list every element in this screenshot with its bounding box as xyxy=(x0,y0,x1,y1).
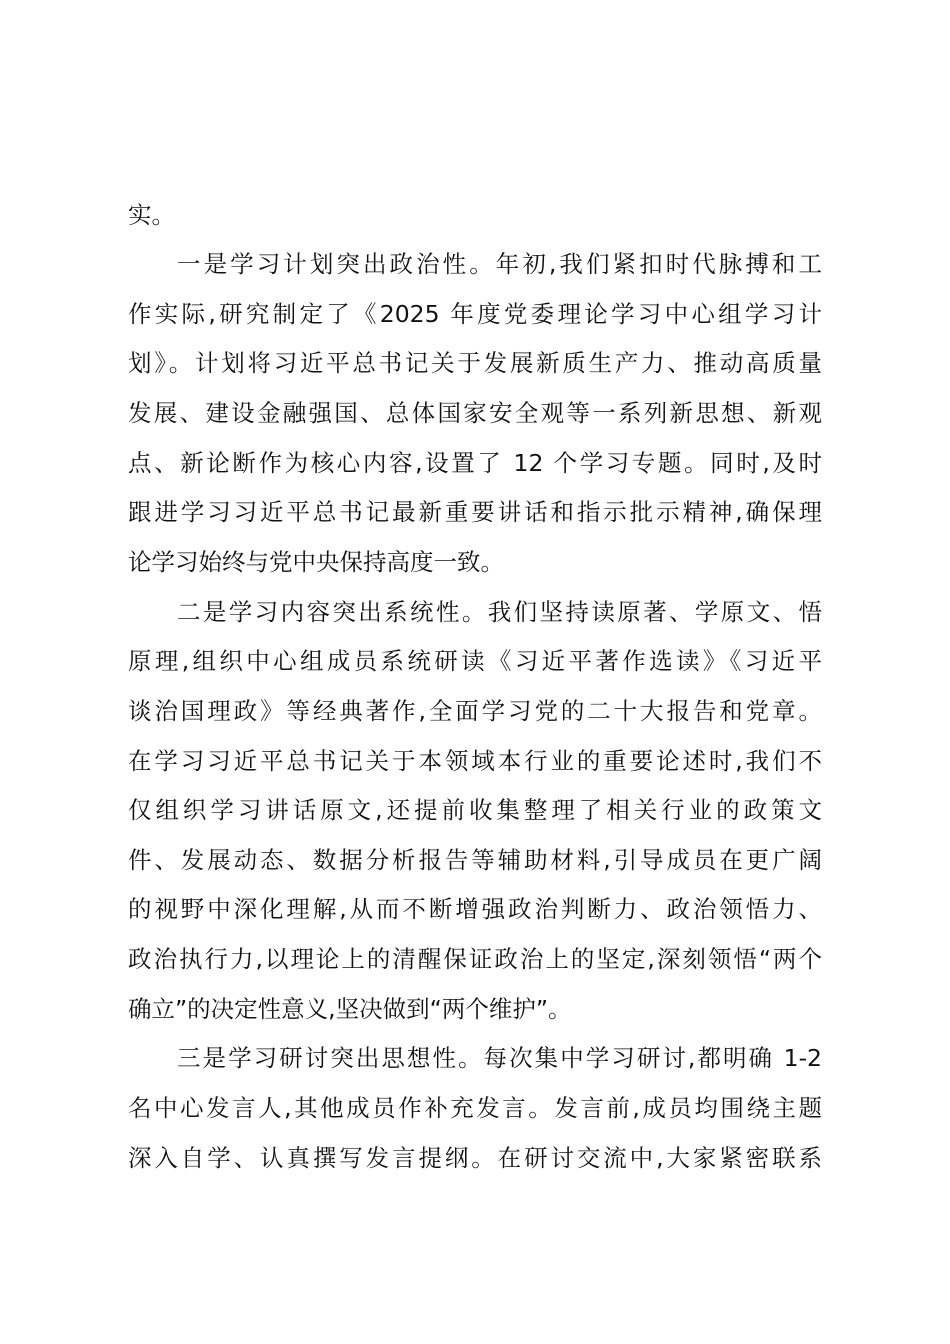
paragraph-3-line: 深入自学、认真撰写发言提纲。在研讨交流中,大家紧密联系 xyxy=(128,1144,822,1172)
paragraph-1-line: 发展、建设金融强国、总体国家安全观等一系列新思想、新观 xyxy=(128,399,822,427)
paragraph-2-line: 在学习习近平总书记关于本领域本行业的重要论述时,我们不 xyxy=(128,747,822,775)
paragraph-1-line: 一是学习计划突出政治性。年初,我们紧扣时代脉搏和工 xyxy=(177,250,822,278)
paragraph-1-line: 论学习始终与党中央保持高度一致。 xyxy=(128,548,504,576)
paragraph-2-line: 件、发展动态、数据分析报告等辅助材料,引导成员在更广阔 xyxy=(128,846,822,874)
text-line: 实。 xyxy=(128,201,175,229)
paragraph-2-line: 二是学习内容突出系统性。我们坚持读原著、学原文、悟 xyxy=(177,598,822,626)
paragraph-2-line: 政治执行力,以理论上的清醒保证政治上的坚定,深刻领悟“两个 xyxy=(128,945,822,973)
paragraph-2-line: 仅组织学习讲话原文,还提前收集整理了相关行业的政策文 xyxy=(128,796,822,824)
paragraph-1-line: 点、新论断作为核心内容,设置了 12 个学习专题。同时,及时 xyxy=(128,449,822,477)
paragraph-3-line: 名中心发言人,其他成员作补充发言。发言前,成员均围绕主题 xyxy=(128,1094,822,1122)
paragraph-2-line: 谈治国理政》等经典著作,全面学习党的二十大报告和党章。 xyxy=(128,697,822,725)
paragraph-2-line: 确立”的决定性意义,坚决做到“两个维护”。 xyxy=(128,995,572,1023)
paragraph-1-line: 跟进学习习近平总书记最新重要讲话和指示批示精神,确保理 xyxy=(128,498,822,526)
paragraph-2-line: 的视野中深化理解,从而不断增强政治判断力、政治领悟力、 xyxy=(128,895,822,923)
paragraph-1-line: 作实际,研究制定了《2025 年度党委理论学习中心组学习计 xyxy=(128,300,822,328)
paragraph-1-line: 划》。计划将习近平总书记关于发展新质生产力、推动高质量 xyxy=(128,349,822,377)
paragraph-3-line: 三是学习研讨突出思想性。每次集中学习研讨,都明确 1-2 xyxy=(177,1044,822,1072)
paragraph-2-line: 原理,组织中心组成员系统研读《习近平著作选读》《习近平 xyxy=(128,647,822,675)
